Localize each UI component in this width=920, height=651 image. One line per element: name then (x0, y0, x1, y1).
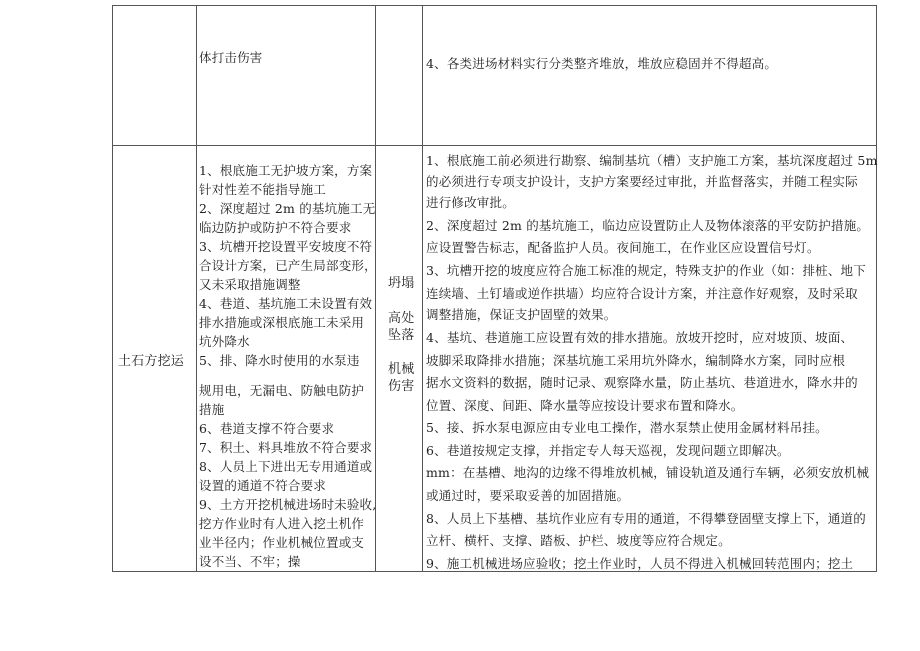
hazard-line: 6、巷道支撑不符合要求 (199, 421, 335, 436)
hazard-line: 坑外降水 (199, 334, 250, 349)
measure-line: 调整措施，保证支护固壁的效果。 (426, 307, 617, 322)
top-row-hazard-text: 体打击伤害 (199, 50, 263, 65)
hazard-line: 设不当、不牢；操 (199, 554, 301, 569)
accident-type-fall-2: 坠落 (388, 328, 415, 343)
measure-line: 进行修改审批。 (426, 195, 515, 210)
measure-line: 8、人员上下基槽、基坑作业应有专用的通道，不得攀登固壁支撑上下，通道的 (426, 511, 866, 526)
measure-line: 立杆、横杆、支撑、踏板、护栏、坡度等应符合规定。 (426, 533, 731, 548)
top-row-measure-text: 4、各类进场材料实行分类整齐堆放，堆放应稳固并不得超高。 (426, 56, 778, 71)
measure-line: mm：在基槽、地沟的边缘不得堆放机械，铺设轨道及通行车辆，必须安放机械 (426, 465, 870, 480)
hazard-line: 8、人员上下进出无专用通道或 (199, 459, 373, 474)
measure-line: 3、坑槽开挖的坡度应符合施工标准的规定，特殊支护的作业（如：排桩、地下 (426, 263, 866, 278)
hazard-line: 临边防护或防护不符合要求 (199, 220, 352, 235)
measure-line: 9、施工机械进场应验收；挖土作业时，人员不得进入机械回转范围内；挖土 (426, 556, 854, 571)
accident-type-machine-2: 伤害 (388, 379, 415, 394)
measure-line: 或通过时，要采取妥善的加固措施。 (426, 488, 630, 503)
hazard-line: 2、深度超过 2m 的基坑施工无 (199, 201, 376, 216)
hazard-line: 针对性差不能指导施工 (199, 182, 327, 197)
hazard-line: 设置的通道不符合要求 (199, 478, 327, 493)
table-border-top (112, 5, 877, 6)
hazard-line: 4、巷道、基坑施工未设置有效 (199, 296, 373, 311)
hazard-line: 措施 (199, 402, 225, 417)
work-type-label: 土石方挖运 (118, 354, 185, 369)
measure-line: 的必须进行专项支护设计，支护方案要经过审批，并监督落实，并随工程实际 (426, 174, 858, 189)
table-column-divider-3 (422, 5, 423, 572)
hazard-line: 3、坑槽开挖设置平安坡度不符 (199, 239, 373, 254)
hazard-line: 挖方作业时有人进入挖土机作 (199, 516, 365, 531)
hazard-line: 又未采取措施调整 (199, 277, 301, 292)
measure-line: 连续墙、土钉墙或逆作拱墙）均应符合设计方案，并注意作好观察，及时采取 (426, 286, 858, 301)
measure-line: 2、深度超过 2m 的基坑施工，临边应设置防止人及物体滚落的平安防护措施。 (426, 218, 870, 233)
hazard-line: 业半径内；作业机械位置或支 (199, 535, 365, 550)
measure-line: 6、巷道按规定支撑，并指定专人每天巡视，发现问题立即解决。 (426, 443, 790, 458)
hazard-line: 排水措施或深根底施工未采用 (199, 315, 365, 330)
measure-line: 应设置警告标志，配备监护人员。夜间施工，在作业区应设置信号灯。 (426, 240, 820, 255)
accident-type-fall-1: 高处 (388, 311, 415, 326)
table-column-divider-2 (375, 5, 376, 572)
measure-line: 位置、深度、间距、降水量等应按设计要求布置和降水。 (426, 398, 744, 413)
hazard-line: 7、积土、料具堆放不符合要求 (199, 440, 373, 455)
measure-line: 4、基坑、巷道施工应设置有效的排水措施。放坡开挖时，应对坡顶、坡面、 (426, 330, 854, 345)
measure-line: 坡脚采取降排水措施；深基坑施工采用坑外降水，编制降水方案，同时应根 (426, 353, 846, 368)
table-border-right (876, 5, 877, 572)
table-column-divider-1 (196, 5, 197, 572)
table-border-left (112, 5, 113, 572)
hazard-line: 合设计方案，已产生局部变形， (199, 258, 377, 273)
hazard-line: 1、根底施工无护坡方案，方案 (199, 163, 373, 178)
hazard-line: 规用电，无漏电、防触电防护 (199, 383, 365, 398)
measure-line: 1、根底施工前必须进行勘察、编制基坑（槽）支护施工方案，基坑深度超过 5m (426, 153, 878, 168)
accident-type-collapse: 坍塌 (388, 276, 415, 291)
accident-type-machine-1: 机械 (388, 362, 415, 377)
hazard-line: 5、排、降水时使用的水泵违 (199, 353, 360, 368)
table-row-divider (112, 145, 877, 146)
measure-line: 5、接、拆水泵电源应由专业电工操作，潜水泵禁止使用金属材料吊挂。 (426, 420, 828, 435)
measure-line: 据水文资料的数据，随时记录、观察降水量，防止基坑、巷道进水，降水井的 (426, 375, 858, 390)
hazard-line: 9、土方开挖机械进场时未验收, (199, 497, 377, 512)
